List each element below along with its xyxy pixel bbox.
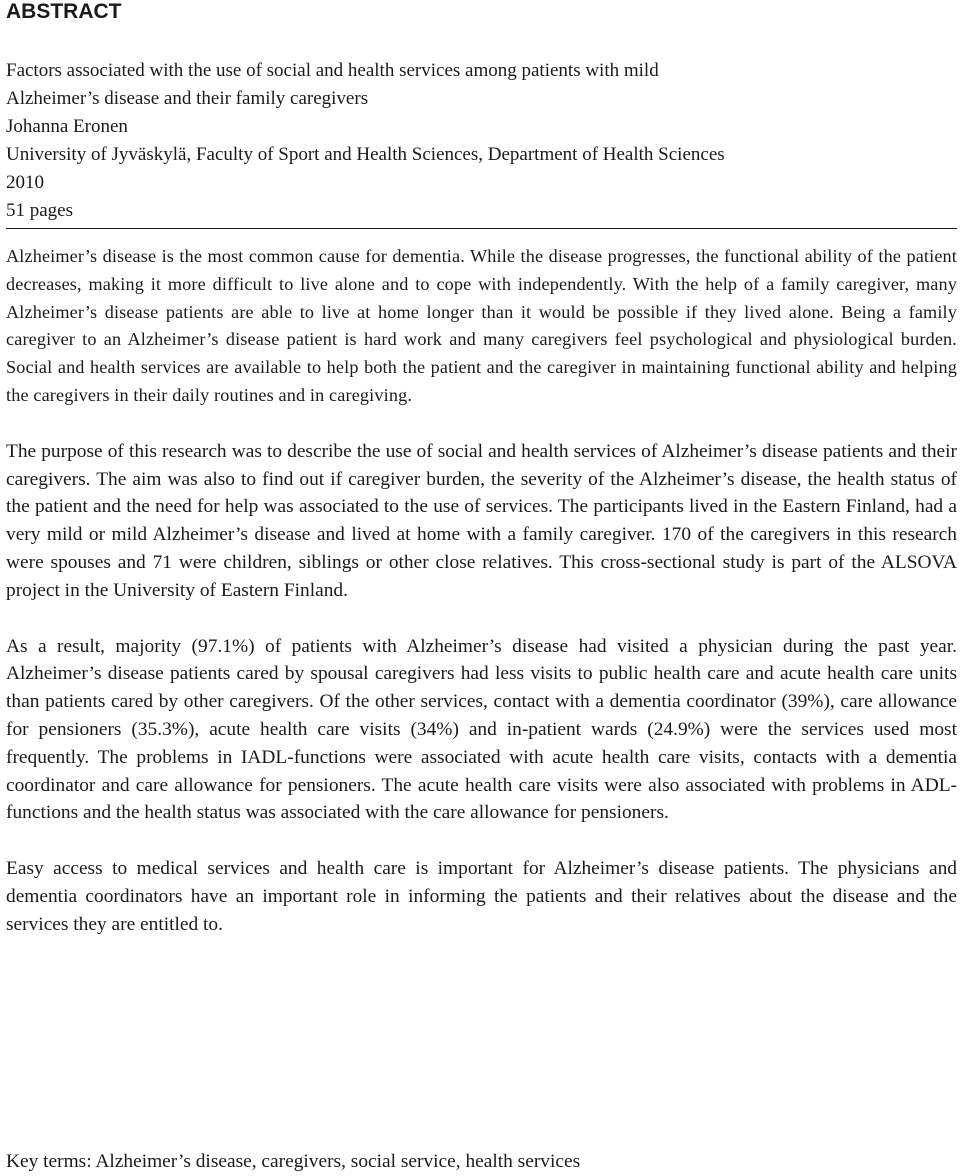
paragraph-intro: Alzheimer’s disease is the most common cause for dementia. While the disease progresses, the functional ability of the patient decreases, making it more difficult to live alone and to cope with independently. With the help of a family caregiver, many Alzheimer’s disease patients are able to live at home longer than it would be possible if they lived alone. Being a family caregiver to an Alzheimer’s disease patient is hard work and many caregivers feel psychological and physiological burden. Social and health services are available to help both the patient and the caregiver in maintaining functional ability and helping the caregivers in their daily routines and in caregiving. bbox=[6, 246, 957, 405]
thesis-metadata bbox=[6, 57, 957, 225]
key-terms: Key terms: Alzheimer’s disease, caregivers, social service, health services bbox=[6, 1151, 581, 1172]
thesis-title-line-2: Alzheimer’s disease and their family caregivers bbox=[6, 88, 369, 109]
author-name: Johanna Eronen bbox=[6, 116, 128, 137]
paragraph-results: As a result, majority (97.1%) of patients with Alzheimer’s disease had visited a physician during the past year. Alzheimer’s disease patients cared by spousal caregivers had less visits to public health care and acute health care units than patients cared by other caregivers. Of the other services, contact with a dementia coordinator (39%), care allowance for pensioners (35.3%), acute health care visits (34%) and in-patient wards (24.9%) were the services used most frequently. The problems in IADL-functions were associated with acute health care visits, contacts with a dementia coordinator and care allowance for pensioners. The acute health care visits were also associated with problems in ADL-functions and the health status was associated with the care allowance for pensioners. bbox=[6, 635, 957, 824]
paragraph-conclusion: Easy access to medical services and health care is important for Alzheimer’s disease patients. The physicians and dementia coordinators have an important role in informing the patients and their relatives about the disease and the services they are entitled to. bbox=[6, 858, 957, 935]
abstract-heading: ABSTRACT bbox=[6, 0, 122, 23]
page-count: 51 pages bbox=[6, 200, 74, 221]
affiliation: University of Jyväskylä, Faculty of Sport and Health Sciences, Department of Health Sciences bbox=[6, 144, 725, 165]
thesis-title-line-1: Factors associated with the use of social and health services among patients with mild bbox=[6, 60, 659, 81]
paragraph-purpose: The purpose of this research was to describe the use of social and health services of Alzheimer’s disease patients and their caregivers. The aim was also to find out if caregiver burden, the severity of the Alzheimer’s disease, the health status of the patient and the need for help was associated to the use of services. The participants lived in the Eastern Finland, had a very mild or mild Alzheimer’s disease and lived at home with a family caregiver. 170 of the caregivers in this research were spouses and 71 were children, siblings or other close relatives. This cross-sectional study is part of the ALSOVA project in the University of Eastern Finland. bbox=[6, 440, 957, 601]
divider-rule bbox=[6, 228, 957, 229]
year: 2010 bbox=[6, 172, 44, 193]
abstract-page bbox=[6, 0, 957, 1172]
